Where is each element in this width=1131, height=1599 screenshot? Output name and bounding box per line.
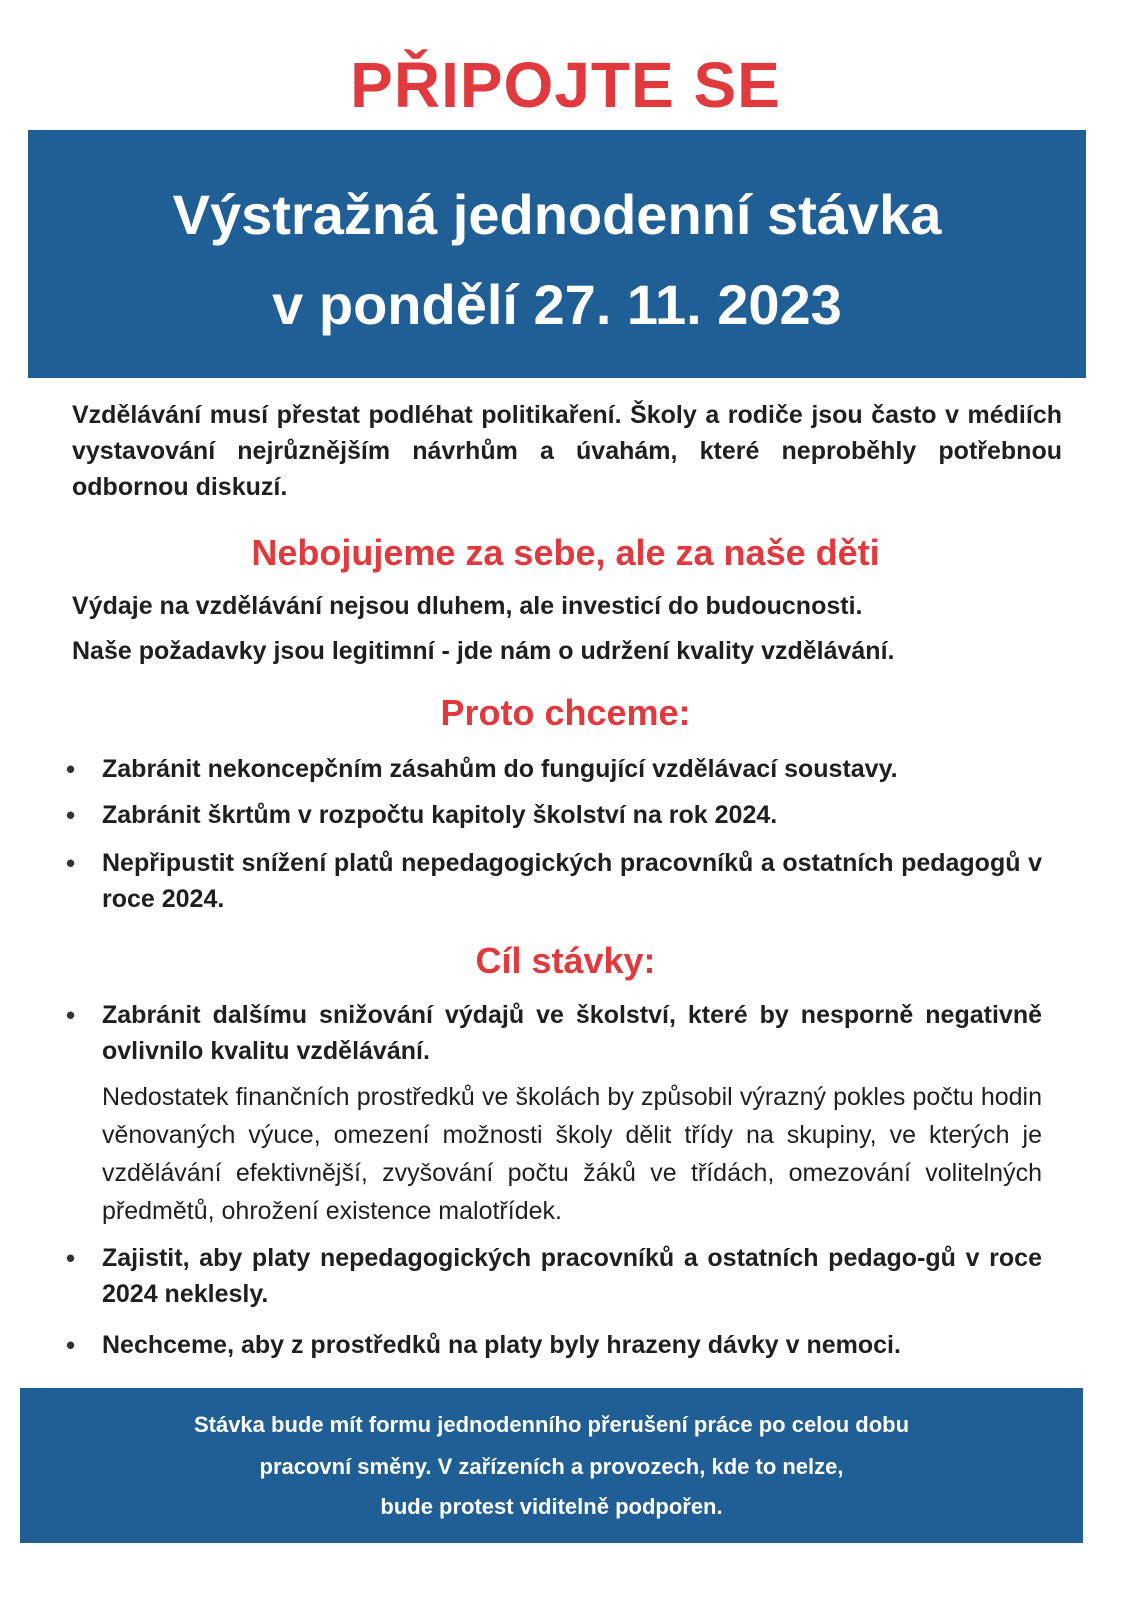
- statement-line-2: Naše požadavky jsou legitimní - jde nám o udržení kvality vzdělávání.: [72, 637, 895, 665]
- bullet-icon: •: [66, 754, 76, 784]
- section-heading-children: Nebojujeme za sebe, ale za naše děti: [251, 532, 880, 573]
- join-us-title: PŘIPOJTE SE: [350, 49, 781, 121]
- goal-explanation: Nedostatek finančních prostředků ve školách by způsobil výrazný pokles počtu hodin věnovaných výuce, omezení možnosti školy dělit třídy na skupiny, ve kterých je vzdělávání efektivnější, zvyšování počtu žáků ve třídách, omezování volitelných předmětů, ohrožení existence malotřídek.: [102, 1083, 1042, 1225]
- footer-line-2: pracovní směny. V zařízeních a provozech, kde to nelze,: [259, 1454, 844, 1479]
- demand-text: Zabránit nekoncepčním zásahům do fungující vzdělávací soustavy.: [102, 755, 898, 783]
- bullet-icon: •: [66, 848, 76, 878]
- strike-title: Výstražná jednodenní stávka: [172, 183, 942, 246]
- bullet-icon: •: [66, 1000, 76, 1030]
- footer-banner: [20, 1388, 1083, 1543]
- section-heading-goal: Cíl stávky:: [475, 940, 656, 981]
- intro-paragraph: Vzdělávání musí přestat podléhat politikaření. Školy a rodiče jsou často v médiích vystavování nejrůznějším návrhům a úvahám, které neproběhly potřebnou odbornou diskuzí.: [72, 401, 1062, 501]
- header-banner: [28, 130, 1086, 378]
- demand-text: Nepřipustit snížení platů nepedagogických pracovníků a ostatních pedagogů v roce 2024.: [102, 849, 1042, 913]
- bullet-icon: •: [66, 1330, 76, 1360]
- footer-line-3: bude protest viditelně podpořen.: [380, 1494, 723, 1519]
- goal-text: Nechceme, aby z prostředků na platy byly hrazeny dávky v nemoci.: [102, 1331, 901, 1359]
- footer-line-1: Stávka bude mít formu jednodenního přerušení práce po celou dobu: [193, 1412, 910, 1437]
- bullet-icon: •: [66, 800, 76, 830]
- section-heading-demands: Proto chceme:: [440, 692, 691, 733]
- statement-line-1: Výdaje na vzdělávání nejsou dluhem, ale investicí do budoucnosti.: [72, 592, 863, 620]
- goal-text: Zajistit, aby platy nepedagogických pracovníků a ostatních pedago-gů v roce 2024 neklesly.: [102, 1244, 1042, 1308]
- demand-text: Zabránit škrtům v rozpočtu kapitoly školství na rok 2024.: [102, 801, 778, 829]
- strike-date: v pondělí 27. 11. 2023: [272, 273, 842, 336]
- goal-text: Zabránit dalšímu snižování výdajů ve školství, které by nesporně negativně ovlivnilo kvalitu vzdělávání.: [102, 1001, 1042, 1065]
- bullet-icon: •: [66, 1243, 76, 1273]
